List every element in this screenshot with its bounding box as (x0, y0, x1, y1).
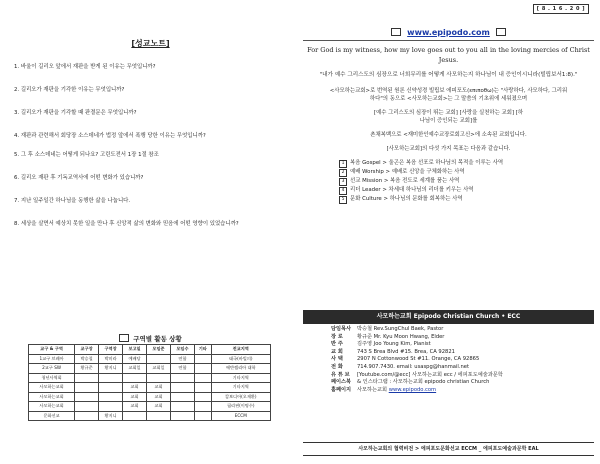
table-row (29, 354, 271, 364)
question-item: 7. 지난 일주일간 하나님을 동행한 삶을 나눕니다. (14, 198, 131, 204)
table-cell (194, 373, 211, 383)
table-cell: 사모하는교회 (29, 402, 75, 412)
col-header: 모임수 (170, 345, 194, 355)
table-cell (75, 373, 99, 383)
table-cell (75, 402, 99, 412)
info-label: 교 회 (331, 348, 343, 355)
table-cell: 사모하는교회 (29, 392, 75, 402)
church-values: [예수 그리스도의 심장이 뛰는 교회] [사랑을 실천하는 교회] [하나님이 증인되는 교회]를 (373, 110, 524, 124)
table-cell (123, 373, 147, 383)
mission-item (339, 168, 594, 177)
col-header: 기타 (194, 345, 211, 355)
info-row (331, 356, 593, 364)
info-label: 페이스북 (331, 379, 352, 386)
info-row (331, 387, 593, 395)
table-cell (194, 411, 211, 421)
col-header: 전교지역 (211, 345, 270, 355)
mission-list (303, 159, 594, 204)
table-cell (99, 383, 123, 393)
mission-item (339, 195, 594, 204)
info-column (303, 0, 594, 464)
info-row (331, 364, 593, 372)
table-cell: 교회 (123, 383, 147, 393)
mail-icon (496, 28, 506, 36)
mail-icon (391, 28, 401, 36)
info-value: 743 S Brea Blvd #15. Brea, CA 92821 (357, 348, 455, 355)
table-cell (147, 354, 171, 364)
info-value: 2907 N Cottonwood St #11. Orange, CA 92865 (357, 356, 480, 363)
table-cell: 2교구 SW (29, 364, 75, 374)
mission-item (339, 159, 594, 168)
table-cell: 예배당 (123, 354, 147, 364)
mission-number: 2 (339, 169, 347, 177)
table-row (29, 373, 271, 383)
info-row (331, 379, 593, 387)
table-cell (170, 402, 194, 412)
table-cell: 교회 (123, 392, 147, 402)
info-value: 사모하는교회 (357, 386, 389, 393)
info-value: [Youtube.com/@ecc] 사모하는교회 ecc / 에피포도예술과문학 (357, 371, 503, 378)
col-header: 모임준 (147, 345, 171, 355)
table-cell: 교회 (147, 402, 171, 412)
mission-item (339, 186, 594, 195)
table-row (29, 364, 271, 374)
table-cell (99, 392, 123, 402)
mission-text: 선교 Mission > 복음 전도로 세계를 품는 사역 (350, 178, 460, 184)
question-item: 4. 재판과 관련해서 회당장 소스데네가 법정 앞에서 폭행 당한 이유는 무엇입니까? (14, 133, 206, 139)
table-cell: 연합 (170, 364, 194, 374)
verse-korean: "내가 예수 그리스도의 심장으로 너희무리를 어떻게 사모하는지 하나님이 내 증인이시니라(빌립보서1:8)." (319, 72, 578, 78)
info-label: 전 화 (331, 363, 343, 370)
table-cell: 필리핀(이명수) (211, 402, 270, 412)
table-cell (194, 392, 211, 402)
question-list (8, 63, 293, 228)
table-cell: 1교구 브레아 (29, 354, 75, 364)
website-link[interactable]: www.epipodo.com (407, 28, 490, 37)
intro-paragraph: <사모하는교회>로 번역된 원론 신약성경 빌립보 에피포도(επιποθω)는 "사랑하다, 사모하다, 그리워하다"의 동으로 <사모하는교회>는 그 말씀의 기초위에 세워졌으며 (329, 88, 568, 102)
info-value: 714.907.7430. email: usaspg@hanmail.net (357, 363, 469, 370)
table-cell: 교회일 (147, 364, 171, 374)
mission-number: 1 (339, 160, 347, 168)
table-cell (99, 373, 123, 383)
vision-bar: 사모하는교회의 협력비전 > 에피포도문화선교 ECCM _ 에피포도예술과문학 EAL (303, 442, 594, 456)
mission-text: 예배 Worship > 예배로 신앙을 구체화하는 사역 (350, 169, 465, 175)
verse-english: For God is my witness, how my love goes out to you all in the loving mercies of Christ Jesus. (307, 46, 590, 64)
mission-number: 5 (339, 196, 347, 204)
mission-text: 문화 Culture > 하나님의 문화를 회복하는 사역 (350, 196, 463, 202)
table-cell: 연합 (170, 354, 194, 364)
info-row (331, 341, 593, 349)
table-cell: 박승철 (75, 354, 99, 364)
info-value: 박승철 Rev.SungChul Baek, Pastor (357, 326, 444, 332)
table-cell: 황지니 (99, 411, 123, 421)
notes-column (8, 30, 293, 243)
mail-icon (119, 334, 129, 342)
info-label: 홈페이지 (331, 386, 352, 393)
table-cell: 기타지역 (211, 383, 270, 393)
table-cell: 에반젤리아 대학 (211, 364, 270, 374)
church-info (331, 326, 593, 394)
mission-number: 4 (339, 187, 347, 195)
col-header: 교구 & 구역 (29, 345, 75, 355)
table-cell (170, 373, 194, 383)
notes-title: [성교노트] (131, 39, 170, 48)
table-title-text: 구역별 활동 상황 (133, 335, 182, 343)
homepage-link[interactable]: www.epipodo.com (388, 386, 437, 393)
table-cell: 교회 (147, 392, 171, 402)
table-cell: 캄보디아(오재환) (211, 392, 270, 402)
table-cell (194, 364, 211, 374)
question-item: 5. 그 후 소스데네는 어떻게 되나요? 고린도전서 1장 1절 참조 (14, 152, 159, 158)
col-header: 보고일 (123, 345, 147, 355)
question-item: 6. 길리오 재판 후 기독교역사에 어떤 변화가 있습니까? (14, 175, 144, 181)
info-label: 장 로 (331, 333, 343, 340)
table-cell: 태국(바빌의) (211, 354, 270, 364)
question-item: 1. 바울이 길리오 앞에서 재판을 받게 된 이유는 무엇입니까? (14, 64, 156, 70)
website-header (303, 28, 594, 37)
col-header: 구역장 (99, 345, 123, 355)
mission-item (339, 177, 594, 186)
table-cell: 사모하는교회 (29, 383, 75, 393)
table-cell (170, 383, 194, 393)
info-value: 황규준 Mr. Kyu Moon Hwang, Elder (357, 333, 445, 340)
info-label: 반 주 (331, 341, 343, 348)
table-cell: 청년사역회 (29, 373, 75, 383)
table-cell: 기타지역 (211, 373, 270, 383)
question-item: 3. 길리오가 재판을 기각할 때 판결문은 무엇입니까? (14, 110, 137, 116)
question-item: 8. 세상을 살면서 예상치 못한 일을 만나 후 신앙적 삶의 변화와 믿음에 어떤 영향이 있었습니까? (14, 221, 239, 227)
table-cell (194, 383, 211, 393)
table-cell (147, 411, 171, 421)
table-cell (123, 411, 147, 421)
col-header: 교구장 (75, 345, 99, 355)
date-badge: [ 8 . 1 6 . 2 0 ] (533, 4, 589, 14)
table-header-row (29, 345, 271, 355)
table-cell: 교회일 (123, 364, 147, 374)
divider (303, 40, 594, 41)
mission-number: 3 (339, 178, 347, 186)
denomination-text: 촌채복백으로 <재미한인예수교장로회고신>에 소속된 교회입니다. (370, 132, 527, 138)
activity-table (28, 344, 271, 421)
table-row (29, 411, 271, 421)
mission-text: 복음 Gospel > 울곤은 복음 선포로 하나님의 목적을 이루는 사역 (350, 160, 504, 166)
table-cell: 교회 (123, 402, 147, 412)
table-cell (75, 411, 99, 421)
table-cell: 교회 (147, 383, 171, 393)
info-value: 김주영 Joo Young Kim, Pianist (357, 341, 431, 348)
goals-intro: [사모하는교회]의 다섯 가지 목표는 다음과 같습니다. (386, 146, 511, 152)
table-cell: 황지니 (99, 364, 123, 374)
table-title (8, 334, 293, 343)
table-cell (170, 392, 194, 402)
table-cell (194, 354, 211, 364)
mission-text: 리더 Leader > 차세대 하나님의 리더를 키우는 사역 (350, 187, 474, 193)
table-cell (75, 383, 99, 393)
info-value: & 인스타그램 : 사모하는교회 epipodo christian Church (357, 379, 490, 386)
table-row (29, 383, 271, 393)
info-row (331, 326, 593, 334)
table-cell: 문화선교 (29, 411, 75, 421)
info-label: 유 튜 브 (331, 371, 350, 378)
table-cell: 박미라 (99, 354, 123, 364)
info-label: 담임목사 (331, 326, 352, 332)
table-cell (75, 392, 99, 402)
table-cell (194, 402, 211, 412)
table-cell: 황규준 (75, 364, 99, 374)
question-item: 2. 길리오가 재판을 기각한 이유는 무엇입니까? (14, 87, 125, 93)
table-cell (170, 411, 194, 421)
info-label: 사 택 (331, 356, 343, 363)
table-row (29, 392, 271, 402)
table-cell (147, 373, 171, 383)
table-row (29, 402, 271, 412)
table-cell: ECCM (211, 411, 270, 421)
church-name-bar: 사모하는교회 Epipodo Christian Church • ECC (303, 310, 594, 324)
table-cell (99, 402, 123, 412)
